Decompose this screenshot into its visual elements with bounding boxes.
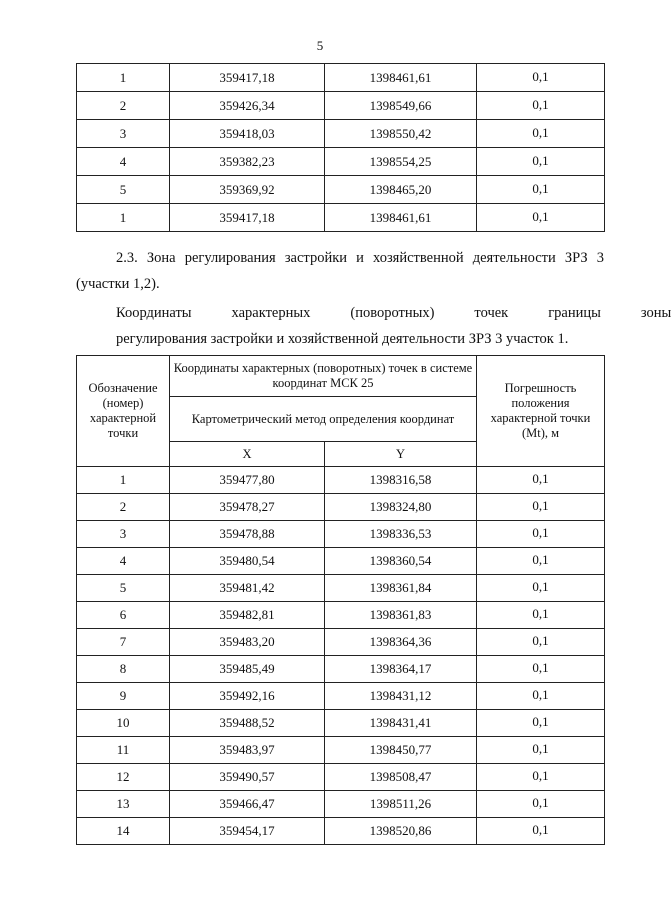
accuracy-cell: 0,1 bbox=[477, 120, 605, 148]
header-coordinates-title: Координаты характерных (поворотных) точек в системе координат МСК 25 bbox=[170, 356, 477, 397]
accuracy-cell: 0,1 bbox=[477, 148, 605, 176]
header-method: Картометрический метод определения координат bbox=[170, 397, 477, 442]
table-row bbox=[77, 575, 605, 602]
table-caption bbox=[76, 300, 671, 352]
point-number-cell: 9 bbox=[77, 683, 170, 710]
x-coordinate-cell: 359466,47 bbox=[170, 791, 325, 818]
table-row bbox=[77, 602, 605, 629]
table-row bbox=[77, 521, 605, 548]
table-row bbox=[77, 176, 605, 204]
caption-word: (поворотных) bbox=[350, 305, 435, 321]
y-coordinate-cell: 1398336,53 bbox=[325, 521, 477, 548]
y-coordinate-cell: 1398511,26 bbox=[325, 791, 477, 818]
table-row bbox=[77, 548, 605, 575]
x-coordinate-cell: 359382,23 bbox=[170, 148, 325, 176]
accuracy-cell: 0,1 bbox=[477, 521, 605, 548]
point-number-cell: 11 bbox=[77, 737, 170, 764]
point-number-cell: 6 bbox=[77, 602, 170, 629]
table-caption-line-1 bbox=[76, 300, 671, 326]
point-number-cell: 4 bbox=[77, 548, 170, 575]
accuracy-cell: 0,1 bbox=[477, 176, 605, 204]
x-coordinate-cell: 359481,42 bbox=[170, 575, 325, 602]
y-coordinate-cell: 1398316,58 bbox=[325, 467, 477, 494]
accuracy-cell: 0,1 bbox=[477, 467, 605, 494]
caption-word: характерных bbox=[231, 305, 311, 321]
section-heading: 2.3. Зона регулирования застройки и хозяйственной деятельности ЗРЗ 3 (участки 1,2). bbox=[76, 250, 604, 292]
header-designation: Обозначение (номер) характерной точки bbox=[77, 356, 170, 467]
y-coordinate-cell: 1398431,12 bbox=[325, 683, 477, 710]
table-row bbox=[77, 683, 605, 710]
x-coordinate-cell: 359417,18 bbox=[170, 204, 325, 232]
table-row bbox=[77, 64, 605, 92]
x-coordinate-cell: 359454,17 bbox=[170, 818, 325, 845]
point-number-cell: 7 bbox=[77, 629, 170, 656]
table-row bbox=[77, 494, 605, 521]
page-number: 5 bbox=[316, 38, 324, 53]
table-row bbox=[77, 120, 605, 148]
table-row bbox=[77, 204, 605, 232]
zrz3-section1-coordinates-body bbox=[77, 467, 605, 845]
coordinates-table-continued-body bbox=[77, 64, 605, 232]
x-coordinate-cell: 359477,80 bbox=[170, 467, 325, 494]
accuracy-cell: 0,1 bbox=[477, 683, 605, 710]
point-number-cell: 5 bbox=[77, 575, 170, 602]
accuracy-cell: 0,1 bbox=[477, 64, 605, 92]
point-number-cell: 10 bbox=[77, 710, 170, 737]
x-coordinate-cell: 359490,57 bbox=[170, 764, 325, 791]
point-number-cell: 13 bbox=[77, 791, 170, 818]
point-number-cell: 2 bbox=[77, 494, 170, 521]
accuracy-cell: 0,1 bbox=[477, 656, 605, 683]
point-number-cell: 8 bbox=[77, 656, 170, 683]
caption-word: зоны bbox=[640, 305, 671, 321]
table-row bbox=[77, 656, 605, 683]
x-coordinate-cell: 359426,34 bbox=[170, 92, 325, 120]
table-row bbox=[77, 791, 605, 818]
accuracy-cell: 0,1 bbox=[477, 494, 605, 521]
table-row bbox=[77, 467, 605, 494]
header-x: X bbox=[170, 442, 325, 467]
x-coordinate-cell: 359488,52 bbox=[170, 710, 325, 737]
point-number-cell: 12 bbox=[77, 764, 170, 791]
point-number-cell: 3 bbox=[77, 521, 170, 548]
y-coordinate-cell: 1398364,17 bbox=[325, 656, 477, 683]
x-coordinate-cell: 359369,92 bbox=[170, 176, 325, 204]
x-coordinate-cell: 359483,20 bbox=[170, 629, 325, 656]
y-coordinate-cell: 1398508,47 bbox=[325, 764, 477, 791]
x-coordinate-cell: 359480,54 bbox=[170, 548, 325, 575]
y-coordinate-cell: 1398554,25 bbox=[325, 148, 477, 176]
y-coordinate-cell: 1398364,36 bbox=[325, 629, 477, 656]
table-row bbox=[77, 710, 605, 737]
y-coordinate-cell: 1398465,20 bbox=[325, 176, 477, 204]
table-row bbox=[77, 148, 605, 176]
y-coordinate-cell: 1398361,83 bbox=[325, 602, 477, 629]
x-coordinate-cell: 359485,49 bbox=[170, 656, 325, 683]
y-coordinate-cell: 1398549,66 bbox=[325, 92, 477, 120]
zrz3-section1-coordinates-table bbox=[76, 355, 605, 845]
table-row bbox=[77, 629, 605, 656]
y-coordinate-cell: 1398361,84 bbox=[325, 575, 477, 602]
header-accuracy: Погрешность положения характерной точки (Mt), м bbox=[477, 356, 605, 467]
accuracy-cell: 0,1 bbox=[477, 575, 605, 602]
accuracy-cell: 0,1 bbox=[477, 548, 605, 575]
x-coordinate-cell: 359478,88 bbox=[170, 521, 325, 548]
y-coordinate-cell: 1398324,80 bbox=[325, 494, 477, 521]
table-row bbox=[77, 818, 605, 845]
x-coordinate-cell: 359478,27 bbox=[170, 494, 325, 521]
x-coordinate-cell: 359482,81 bbox=[170, 602, 325, 629]
accuracy-cell: 0,1 bbox=[477, 764, 605, 791]
point-number-cell: 1 bbox=[77, 204, 170, 232]
table-caption-line-2: регулирования застройки и хозяйственной деятельности ЗРЗ 3 участок 1. bbox=[116, 331, 569, 347]
y-coordinate-cell: 1398461,61 bbox=[325, 64, 477, 92]
table-row bbox=[77, 737, 605, 764]
accuracy-cell: 0,1 bbox=[477, 204, 605, 232]
accuracy-cell: 0,1 bbox=[477, 602, 605, 629]
caption-word: точек bbox=[474, 305, 509, 321]
y-coordinate-cell: 1398520,86 bbox=[325, 818, 477, 845]
point-number-cell: 5 bbox=[77, 176, 170, 204]
accuracy-cell: 0,1 bbox=[477, 818, 605, 845]
y-coordinate-cell: 1398450,77 bbox=[325, 737, 477, 764]
accuracy-cell: 0,1 bbox=[477, 791, 605, 818]
y-coordinate-cell: 1398461,61 bbox=[325, 204, 477, 232]
accuracy-cell: 0,1 bbox=[477, 629, 605, 656]
accuracy-cell: 0,1 bbox=[477, 737, 605, 764]
point-number-cell: 3 bbox=[77, 120, 170, 148]
x-coordinate-cell: 359483,97 bbox=[170, 737, 325, 764]
accuracy-cell: 0,1 bbox=[477, 710, 605, 737]
header-y: Y bbox=[325, 442, 477, 467]
point-number-cell: 1 bbox=[77, 64, 170, 92]
caption-word: границы bbox=[548, 305, 601, 321]
accuracy-cell: 0,1 bbox=[477, 92, 605, 120]
y-coordinate-cell: 1398550,42 bbox=[325, 120, 477, 148]
y-coordinate-cell: 1398431,41 bbox=[325, 710, 477, 737]
point-number-cell: 4 bbox=[77, 148, 170, 176]
x-coordinate-cell: 359418,03 bbox=[170, 120, 325, 148]
table-row bbox=[77, 92, 605, 120]
point-number-cell: 14 bbox=[77, 818, 170, 845]
table-row bbox=[77, 764, 605, 791]
x-coordinate-cell: 359417,18 bbox=[170, 64, 325, 92]
y-coordinate-cell: 1398360,54 bbox=[325, 548, 477, 575]
point-number-cell: 1 bbox=[77, 467, 170, 494]
point-number-cell: 2 bbox=[77, 92, 170, 120]
coordinates-table-continued bbox=[76, 63, 605, 232]
caption-word: Координаты bbox=[116, 305, 192, 321]
x-coordinate-cell: 359492,16 bbox=[170, 683, 325, 710]
